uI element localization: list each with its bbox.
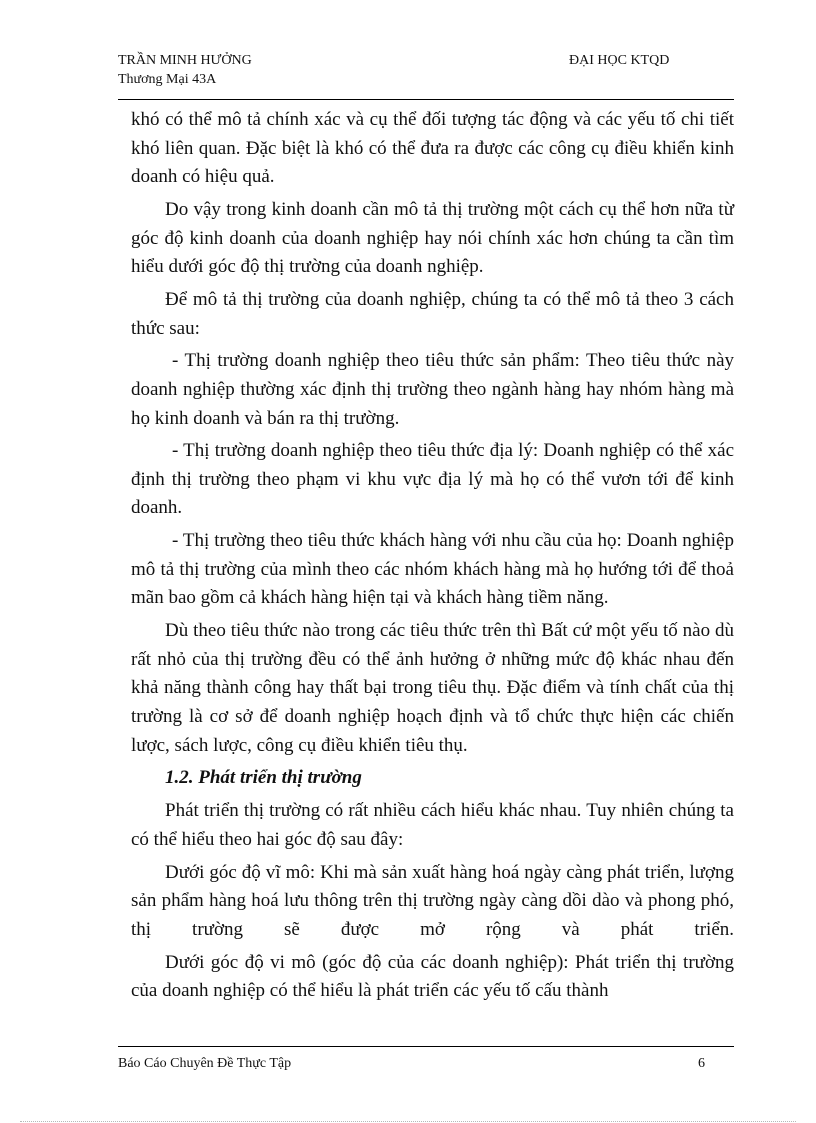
paragraph: Dưới góc độ vĩ mô: Khi mà sản xuất hàng hoá ngày càng phát triển, lượng sản phẩm hàng hoá lưu thông trên thị trường ngày càng dồi dào và phong phó, thị trường sẽ được mở rộng và phát triển. bbox=[131, 861, 734, 940]
paragraph: Do vậy trong kinh doanh cần mô tả thị trường một cách cụ thể hơn nữa từ góc độ kinh doanh của doanh nghiệp hay nói chính xác hơn chúng ta cần tìm hiểu dưới góc độ thị trường của doanh nghiệp. bbox=[131, 198, 734, 278]
page-number: 6 bbox=[698, 1056, 705, 1071]
paragraph: Dưới góc độ vi mô (góc độ của các doanh nghiệp): Phát triển thị trường của doanh nghiệp có thể hiểu là phát triển các yếu tố cấu thành bbox=[131, 951, 734, 1002]
section-heading: 1.2. Phát triển thị trường bbox=[165, 767, 362, 789]
bullet-paragraph: - Thị trường doanh nghiệp theo tiêu thức địa lý: Doanh nghiệp có thể xác định thị trường theo phạm vi khu vực địa lý mà họ có thể vươn tới để kinh doanh. bbox=[131, 440, 734, 519]
paragraph: Dù theo tiêu thức nào trong các tiêu thức trên thì Bất cứ một yếu tố nào dù rất nhỏ của thị trường đều có thể ảnh hưởng ở những mức độ khác nhau đến khả năng thành công hay thất bại trong tiêu thụ. Đặc điểm và tính chất của thị trường là cơ sở để doanh nghiệp hoạch định và tổ chức thực hiện các chiến lược, sách lược, công cụ điều khiển tiêu thụ. bbox=[131, 620, 734, 756]
header-university: ĐẠI HỌC KTQD bbox=[569, 53, 670, 68]
paragraph: Để mô tả thị trường của doanh nghiệp, chúng ta có thể mô tả theo 3 cách thức sau: bbox=[131, 288, 734, 339]
page-bottom-dotted-line bbox=[20, 1121, 796, 1122]
header-class: Thương Mại 43A bbox=[118, 72, 217, 87]
header-author: TRẦN MINH HƯỞNG bbox=[118, 53, 252, 68]
bullet-paragraph: - Thị trường doanh nghiệp theo tiêu thức sản phẩm: Theo tiêu thức này doanh nghiệp thường xác định thị trường theo ngành hàng hay nhóm hàng mà họ kinh doanh và bán ra thị trường. bbox=[131, 350, 734, 429]
footer-title: Báo Cáo Chuyên Đề Thực Tập bbox=[118, 1056, 292, 1071]
paragraph-continuation: khó có thể mô tả chính xác và cụ thể đối tượng tác động và các yếu tố chi tiết khó liên quan. Đặc biệt là khó có thể đưa ra được các công cụ điều khiển kinh doanh có hiệu quả. bbox=[131, 109, 734, 188]
page-body bbox=[131, 106, 734, 1010]
header-divider bbox=[118, 99, 734, 100]
bullet-paragraph: - Thị trường theo tiêu thức khách hàng với nhu cầu của họ: Doanh nghiệp mô tả thị trường của mình theo các nhóm khách hàng mà họ hướng tới để thoả mãn bao gồm cả khách hàng hiện tại và khách hàng tiềm năng. bbox=[131, 530, 734, 609]
footer-divider bbox=[118, 1046, 734, 1047]
paragraph: Phát triển thị trường có rất nhiều cách hiểu khác nhau. Tuy nhiên chúng ta có thể hiểu theo hai góc độ sau đây: bbox=[131, 800, 734, 850]
